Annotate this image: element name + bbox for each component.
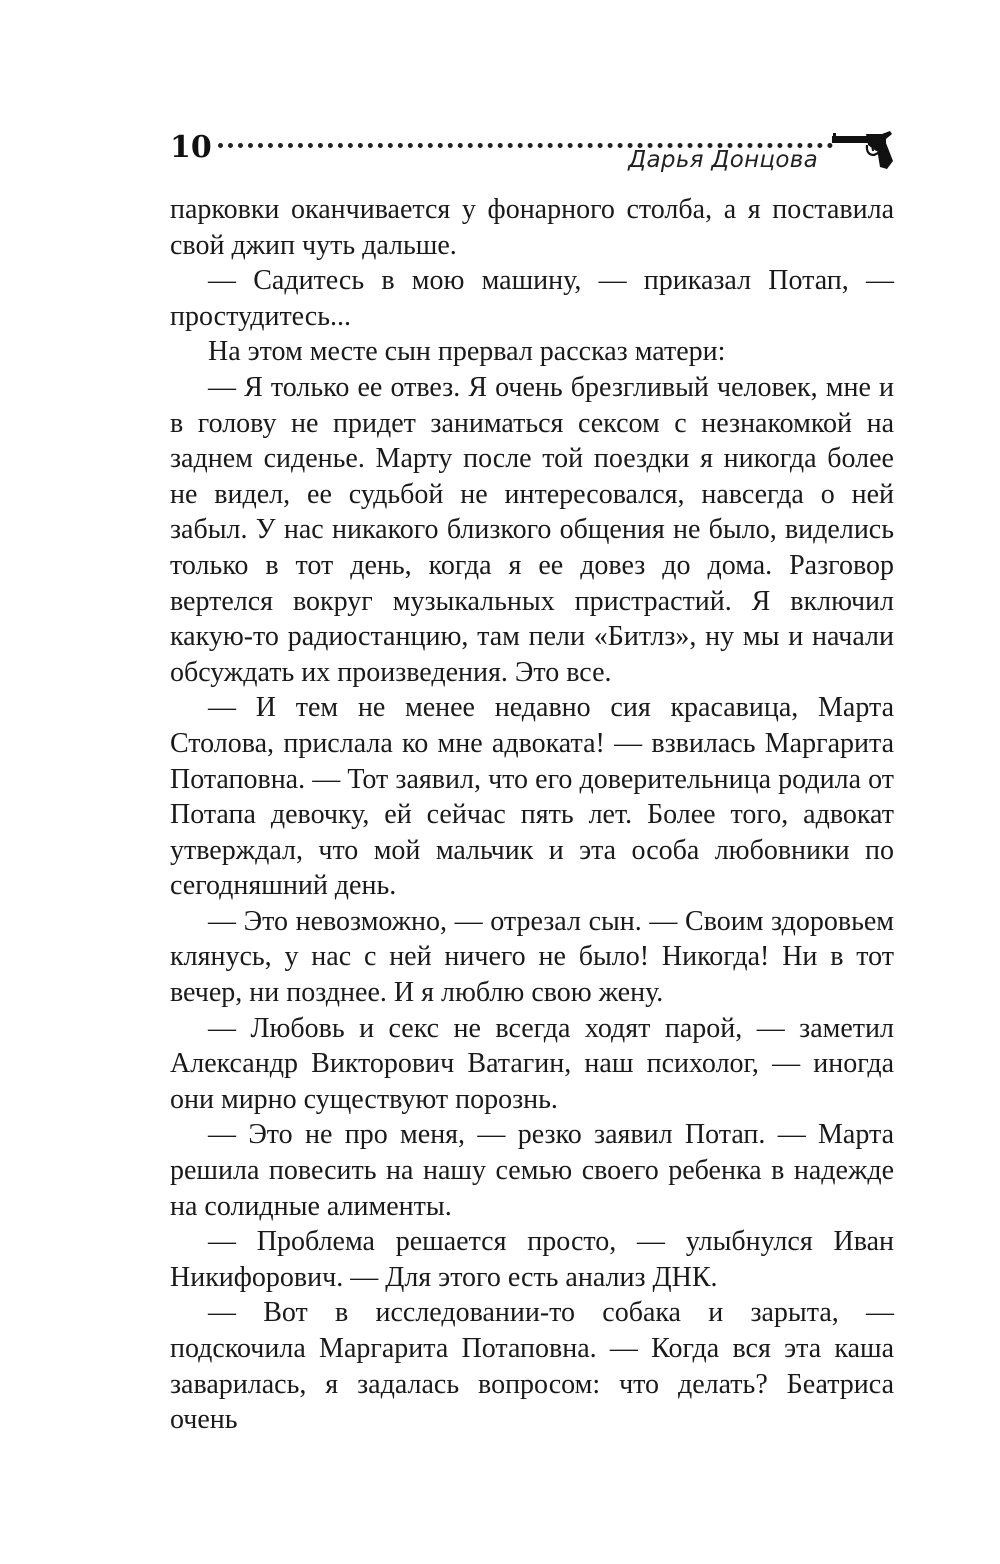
paragraph: — Я только ее отвез. Я очень брезгливый человек, мне и в голову не придет заниматься сексом с незнакомкой на заднем сиденье. Марту после той поездки я никогда более не видел, ее судьбой не интересовался, навсегда о ней забыл. У нас никакого близкого общения не было, виделись только в тот день, когда я ее довез до дома. Разговор вертелся вокруг музыкальных пристрастий. Я включил какую-то радиостанцию, там пели «Битлз», ну мы и начали обсуждать их произведения. Это все. (170, 371, 894, 688)
pistol-icon (832, 131, 894, 171)
paragraph: парковки оканчивается у фонарного столба, а я поставила свой джип чуть дальше. (170, 194, 894, 261)
paragraph: — Любовь и секс не всегда ходят парой, — заметил Александр Викторович Ватагин, наш психолог, — иногда они мирно существуют порознь. (170, 1012, 894, 1115)
paragraph: — Садитесь в мою машину, — приказал Потап, — простудитесь... (170, 265, 894, 332)
paragraph: — Это невозможно, — отрезал сын. — Своим здоровьем клянусь, у нас с ней ничего не было! Никогда! Ни в тот вечер, ни позднее. И я люблю свою жену. (170, 905, 894, 1009)
paragraph: — Это не про меня, — резко заявил Потап. — Марта решила повесить на нашу семью своего ребенка в надежде на солидные алименты. (170, 1119, 894, 1222)
paragraph: — Проблема решается просто, — улыбнулся Иван Никифорович. — Для этого есть анализ ДНК. (170, 1226, 894, 1293)
paragraph: На этом месте сын прервал рассказ матери: (208, 336, 726, 368)
body-text (170, 192, 894, 1438)
paragraph: — И тем не менее недавно сия красавица, Марта Столова, прислала ко мне адвоката! — взвилась Маргарита Потаповна. — Тот заявил, что его доверительница родила от Потапа девочку, ей сейчас пять лет. Более того, адвокат утверждал, что мой мальчик и эта особа любовники по сегодняшний день. (170, 692, 894, 902)
page-number: 10 (170, 130, 212, 165)
paragraph: — Вот в исследовании-то собака и зарыта, — подскочила Маргарита Потаповна. — Когда вся эта каша заварилась, я задалась вопросом: что делать? Беатриса очень (170, 1297, 894, 1436)
running-header-author: Дарья Донцова (628, 147, 818, 173)
